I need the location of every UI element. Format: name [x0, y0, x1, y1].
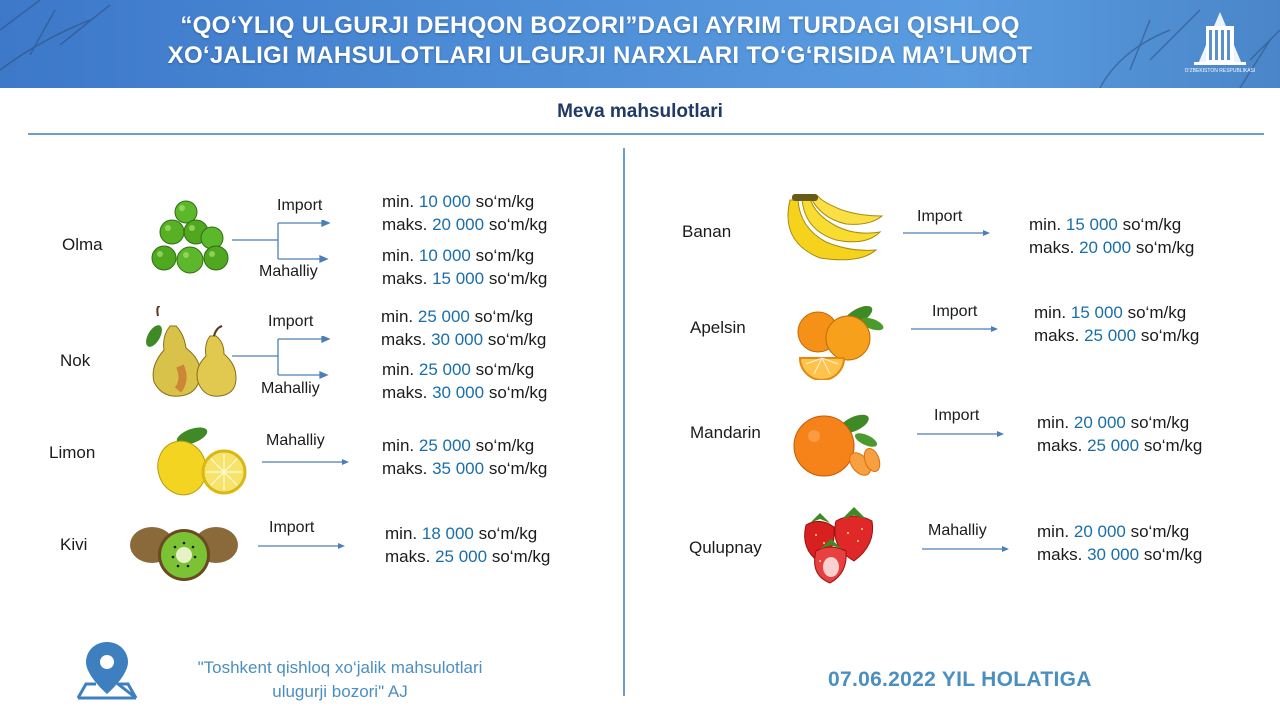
kiwi-image — [128, 517, 240, 583]
price-limon: min. 25 000 so‘m/kg maks. 35 000 so‘m/kg — [382, 436, 548, 478]
price-kivi: min. 18 000 so‘m/kg maks. 25 000 so‘m/kg — [385, 524, 551, 566]
fruit-name-limon: Limon — [49, 443, 96, 462]
import-label-mandarin: Import — [934, 407, 980, 424]
arrow-qulupnay — [922, 543, 1012, 555]
lemon-image — [152, 424, 248, 498]
price-olma-local: min. 10 000 so‘m/kg maks. 15 000 so‘m/kg — [382, 246, 548, 288]
ministry-logo — [1180, 6, 1260, 84]
strawberry-image — [796, 505, 882, 585]
arrow-apelsin — [911, 323, 1001, 335]
header-banner — [0, 0, 1280, 88]
banana-image — [780, 192, 886, 266]
fruit-name-kivi: Kivi — [60, 535, 88, 554]
vertical-divider — [623, 148, 625, 696]
import-label-apelsin: Import — [932, 303, 978, 320]
orange-image — [792, 298, 884, 380]
local-label-qulupnay: Mahalliy — [928, 522, 987, 539]
date-status: 07.06.2022 YIL HOLATIGA — [828, 668, 1092, 691]
price-banan: min. 15 000 so‘m/kg maks. 20 000 so‘m/kg — [1029, 215, 1195, 257]
market-location-text: "Toshkent qishloq xo‘jalik mahsulotlari ulugurji bozori" AJ — [197, 658, 483, 701]
arrow-limon — [262, 456, 352, 468]
fruit-name-apelsin: Apelsin — [690, 318, 746, 337]
arrow-kivi — [258, 540, 348, 552]
import-label-nok: Import — [268, 313, 314, 330]
local-label-limon: Mahalliy — [266, 432, 325, 449]
fruit-name-banan: Banan — [682, 222, 732, 241]
import-label-kivi: Import — [269, 519, 315, 536]
price-mandarin: min. 20 000 so‘m/kg maks. 25 000 so‘m/kg — [1037, 413, 1203, 455]
import-label-banan: Import — [917, 208, 963, 225]
price-nok-local: min. 25 000 so‘m/kg maks. 30 000 so‘m/kg — [382, 360, 548, 402]
local-label-olma: Mahalliy — [259, 263, 318, 280]
branch-arrow-olma — [232, 220, 332, 264]
pear-image — [140, 306, 240, 400]
local-label-nok: Mahalliy — [261, 380, 320, 397]
apple-image — [150, 198, 236, 280]
arrow-mandarin — [917, 428, 1007, 440]
fruit-name-nok: Nok — [60, 351, 91, 370]
mandarin-image — [790, 410, 886, 480]
section-title: Meva mahsulotlari — [557, 101, 723, 122]
location-pin-icon — [72, 640, 142, 704]
page-title — [60, 11, 1140, 71]
fruit-name-olma: Olma — [62, 235, 103, 254]
fruit-name-mandarin: Mandarin — [690, 423, 761, 442]
price-nok-import: min. 25 000 so‘m/kg maks. 30 000 so‘m/kg — [381, 307, 547, 349]
horizontal-divider — [28, 133, 1264, 135]
title-line-1: “QO‘YLIQ ULGURJI DEHQON BOZORI”DAGI AYRIM TURDAGI QISHLOQ — [180, 12, 1020, 39]
price-apelsin: min. 15 000 so‘m/kg maks. 25 000 so‘m/kg — [1034, 303, 1200, 345]
price-qulupnay: min. 20 000 so‘m/kg maks. 30 000 so‘m/kg — [1037, 522, 1203, 564]
arrow-banan — [903, 227, 993, 239]
title-line-2: XO‘JALIGI MAHSULOTLARI ULGURJI NARXLARI TO‘G‘RISIDA MA’LUMOT — [167, 42, 1033, 69]
fruit-name-qulupnay: Qulupnay — [689, 538, 762, 557]
branch-arrow-nok — [232, 336, 332, 380]
import-label-olma: Import — [277, 197, 323, 214]
price-olma-import: min. 10 000 so‘m/kg maks. 20 000 so‘m/kg — [382, 192, 548, 234]
logo-caption: O‘ZBEKISTON RESPUBLIKASI — [1184, 68, 1256, 74]
government-building-logo — [1180, 6, 1260, 68]
